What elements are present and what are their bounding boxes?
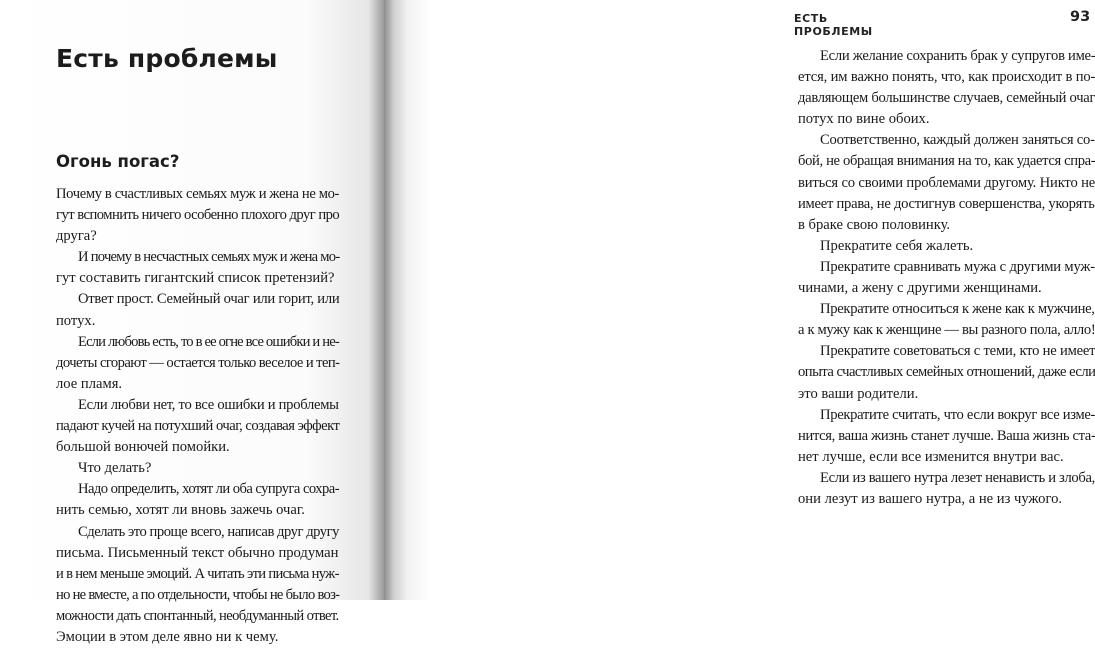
text-line: большой вонючей помойки. xyxy=(56,439,230,456)
text-line: Если любовь есть, то в ее огне все ошибки и не- xyxy=(78,333,339,350)
text-line: они лезут из вашего нутра, а не из чужого. xyxy=(798,490,1063,507)
chapter-title: Есть проблемы xyxy=(56,44,278,73)
text-line: это ваши родители. xyxy=(798,385,919,402)
text-line: нить семью, хотят ли вновь зажечь очаг. xyxy=(56,502,305,519)
text-line: гут составить гигантский список претензий? xyxy=(56,270,335,287)
text-line: можности дать спонтанный, необдуманный ответ. xyxy=(56,607,339,624)
text-line: лое пламя. xyxy=(56,375,123,392)
text-line: Если любви нет, то все ошибки и проблемы xyxy=(78,396,339,413)
text-line: гут вспомнить ничего особенно плохого друг про xyxy=(56,207,340,224)
text-line: письма. Письменный текст обычно продуман xyxy=(56,544,339,561)
text-line: Эмоции в этом деле явно ни к чему. xyxy=(56,628,279,645)
running-head: ЕСТЬ ПРОБЛЕМЫ xyxy=(794,12,873,38)
text-line: бой, не обращая внимания на то, как удается спра- xyxy=(798,153,1095,170)
text-line: Прекратите считать, что если вокруг все изме- xyxy=(820,406,1095,423)
text-line: потух по вине обоих. xyxy=(798,111,930,128)
text-line: виться со своими проблемами другому. Никто не xyxy=(798,174,1095,191)
text-line: Если из вашего нутра лезет ненависть и злоба, xyxy=(820,469,1095,486)
text-line: И почему в несчастных семьях муж и жена мо- xyxy=(78,249,340,266)
text-line: нет лучше, если все изменится внутри вас. xyxy=(798,448,1064,465)
text-line: нится, ваша жизнь станет лучше. Ваша жизнь ста- xyxy=(798,427,1095,444)
text-line: Что делать? xyxy=(78,460,152,477)
text-line: ется, им важно понять, что, как происходит в по- xyxy=(798,69,1095,86)
text-line: чинами, а жену с другими женщинами. xyxy=(798,280,1042,297)
text-line: Прекратите себя жалеть. xyxy=(820,237,974,254)
text-line: Прекратите относиться к жене как к мужчине, xyxy=(820,301,1095,318)
text-line: Прекратите советоваться с теми, кто не имеет xyxy=(820,343,1095,360)
text-line: а к мужу как к женщине — вы разного пола, алло! xyxy=(798,322,1095,339)
section-title: Огонь погас? xyxy=(56,152,180,171)
left-page xyxy=(0,0,384,645)
text-line: Надо определить, хотят ли оба супруга сохра- xyxy=(78,481,340,498)
page-number: 93 xyxy=(1070,9,1091,25)
text-line: падают кучей на потухший очаг, создавая эффект xyxy=(56,418,340,435)
text-line: потух. xyxy=(56,312,96,329)
text-line: дочеты сгорают — остается только веселое и теп- xyxy=(56,354,340,371)
text-line: Если желание сохранить брак у супругов име- xyxy=(820,48,1095,64)
right-page-body xyxy=(798,46,1095,510)
text-line: давляющем большинстве случаев, семейный очаг xyxy=(798,90,1095,107)
text-line: друга? xyxy=(56,228,97,245)
right-page xyxy=(384,0,1095,600)
text-line: опыта счастливых семейных отношений, даже если xyxy=(798,364,1095,381)
text-line: Соответственно, каждый должен заняться со- xyxy=(820,132,1095,149)
text-line: Почему в счастливых семьях муж и жена не мо- xyxy=(56,186,340,202)
text-line: Сделать это проще всего, написав друг другу xyxy=(78,523,339,540)
text-line: но не вместе, а по отдельности, чтобы не было воз- xyxy=(56,586,340,603)
text-line: имеет права, не достигнув совершенства, укорять xyxy=(798,195,1095,212)
text-line: в браке свою половинку. xyxy=(798,216,951,233)
text-line: и в нем меньше эмоций. А читать эти письма нуж- xyxy=(56,565,339,582)
text-line: Прекратите сравнивать мужа с другими муж- xyxy=(820,258,1095,275)
text-line: Ответ прост. Семейный очаг или горит, или xyxy=(78,291,340,308)
left-page-body xyxy=(56,184,339,648)
